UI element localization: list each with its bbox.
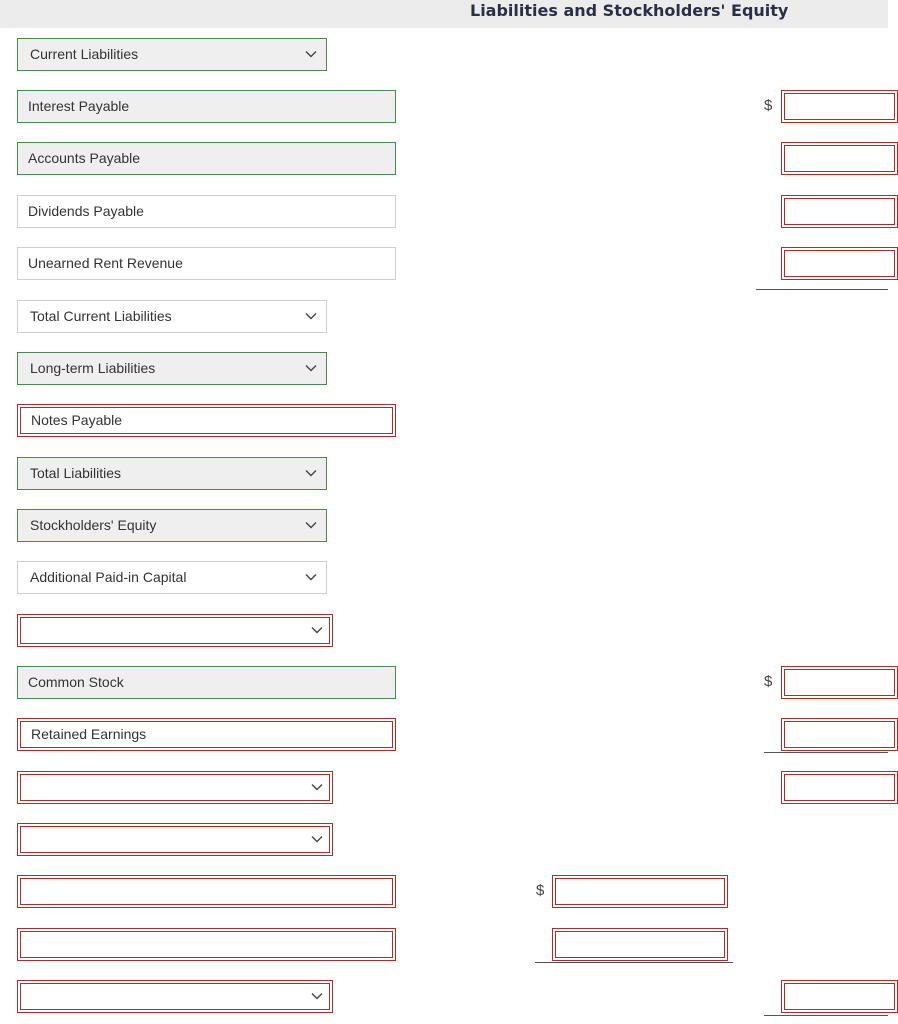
long-term-liabilities-label: Long-term Liabilities [30,360,156,376]
chevron-down-icon [310,989,324,1003]
stockholders-equity-label: Stockholders' Equity [30,517,157,533]
dollar-sign: $ [536,882,545,899]
additional-paid-in-capital-select[interactable] [17,561,327,594]
dividends-payable-field[interactable] [17,195,396,228]
common-stock-amount-input[interactable] [781,666,898,699]
retained-earnings-amount-input[interactable] [781,718,898,751]
interest-payable-label: Interest Payable [28,98,130,114]
blank-account-4-amount-input[interactable] [781,980,898,1013]
notes-payable-field[interactable] [17,404,396,437]
dividends-payable-amount-input[interactable] [781,195,898,228]
section-title: Liabilities and Stockholders' Equity [470,1,789,20]
blank-account-field-1-amount-input[interactable] [552,875,728,908]
subtotal-rule [764,752,888,753]
stockholders-equity-select[interactable] [17,509,327,542]
dollar-sign: $ [764,673,773,690]
blank-account-select-3[interactable] [17,823,333,856]
total-liabilities-select[interactable] [17,457,327,490]
total-rule [764,1015,888,1016]
subtotal-rule [535,962,733,963]
chevron-down-icon [304,47,318,61]
chevron-down-icon [304,518,318,532]
dividends-payable-label: Dividends Payable [28,203,144,219]
blank-account-select-1[interactable] [17,614,333,647]
accounts-payable-amount-input[interactable] [781,142,898,175]
section-header [0,0,888,28]
chevron-down-icon [310,780,324,794]
total-current-liabilities-select[interactable] [17,300,327,333]
additional-paid-in-capital-label: Additional Paid-in Capital [30,569,187,585]
blank-account-field-2-amount-input[interactable] [552,928,728,961]
current-liabilities-select[interactable] [17,38,327,71]
common-stock-field[interactable] [17,666,396,699]
chevron-down-icon [304,466,318,480]
dollar-sign: $ [764,97,773,114]
common-stock-label: Common Stock [28,674,124,690]
subtotal-rule [756,289,888,290]
retained-earnings-label: Retained Earnings [31,726,147,742]
long-term-liabilities-select[interactable] [17,352,327,385]
notes-payable-label: Notes Payable [31,412,123,428]
blank-account-field-1[interactable] [17,875,396,908]
retained-earnings-field[interactable] [17,718,396,751]
blank-account-2-amount-input[interactable] [781,771,898,804]
chevron-down-icon [310,832,324,846]
chevron-down-icon [304,361,318,375]
current-liabilities-label: Current Liabilities [30,46,139,62]
accounts-payable-field[interactable] [17,142,396,175]
unearned-rent-revenue-label: Unearned Rent Revenue [28,255,183,271]
blank-account-field-2[interactable] [17,928,396,961]
chevron-down-icon [310,623,324,637]
blank-account-select-4[interactable] [17,980,333,1013]
accounts-payable-label: Accounts Payable [28,150,141,166]
total-liabilities-label: Total Liabilities [30,465,122,481]
total-current-liabilities-label: Total Current Liabilities [30,308,172,324]
unearned-rent-revenue-field[interactable] [17,247,396,280]
blank-account-select-2[interactable] [17,771,333,804]
interest-payable-amount-input[interactable] [781,90,898,123]
interest-payable-field[interactable] [17,90,396,123]
unearned-rent-revenue-amount-input[interactable] [781,247,898,280]
chevron-down-icon [304,570,318,584]
chevron-down-icon [304,309,318,323]
